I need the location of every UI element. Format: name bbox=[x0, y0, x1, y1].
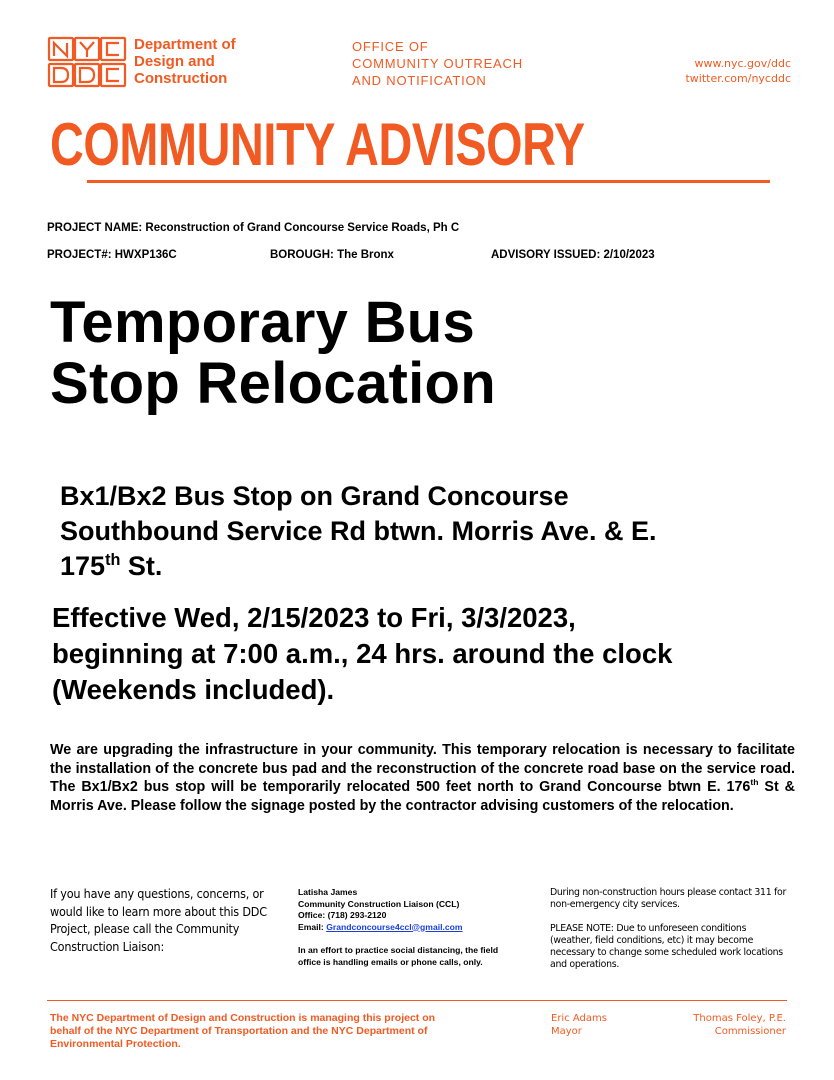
location-line bbox=[60, 549, 800, 584]
social-distancing-note: In an effort to practice social distancing, the field office is handling emails or phone calls, only. bbox=[298, 945, 499, 967]
non-construction-note: During non-construction hours please contact 311 for non-emergency city services. bbox=[550, 887, 787, 910]
mayor-title: Mayor bbox=[551, 1026, 582, 1037]
department-line: Design and bbox=[134, 53, 215, 70]
footer-divider bbox=[47, 1000, 787, 1001]
effective-line: Effective Wed, 2/15/2023 to Fri, 3/3/2023, bbox=[52, 602, 576, 633]
street-number: 175 bbox=[60, 551, 106, 581]
department-name bbox=[134, 36, 236, 87]
website-link[interactable]: www.nyc.gov/ddc bbox=[694, 57, 791, 70]
body-text: We are upgrading the infrastructure in your community. This temporary relocation is necessary to facilitate the installation of the concrete bus pad and the reconstruction of the concrete road base on the service road. The Bx1/Bx2 bus stop will be temporarily relocated 500 feet north to Grand Concourse btwn E. 176 bbox=[50, 742, 795, 795]
ordinal-suffix: th bbox=[750, 777, 759, 788]
mayor-signature bbox=[551, 1012, 607, 1038]
effective-line: beginning at 7:00 a.m., 24 hrs. around the clock bbox=[52, 638, 673, 669]
department-line: Construction bbox=[134, 70, 228, 87]
commissioner-signature bbox=[693, 1012, 786, 1038]
email-link[interactable]: Grandconcourse4ccl@gmail.com bbox=[326, 921, 463, 932]
liaison-role: Community Construction Liaison (CCL) bbox=[298, 898, 460, 909]
office-line: COMMUNITY OUTREACH bbox=[352, 56, 523, 71]
office-name bbox=[352, 38, 523, 89]
liaison-phone: Office: (718) 293-2120 bbox=[298, 910, 387, 920]
notes-column bbox=[550, 887, 790, 971]
project-name: PROJECT NAME: Reconstruction of Grand Concourse Service Roads, Ph C bbox=[47, 222, 460, 234]
street-suffix: St. bbox=[120, 551, 163, 581]
banner-underline bbox=[87, 180, 770, 183]
twitter-link[interactable]: twitter.com/nycddc bbox=[685, 72, 791, 85]
advisory-issued-date: ADVISORY ISSUED: 2/10/2023 bbox=[491, 249, 655, 261]
page-title bbox=[50, 292, 496, 414]
liaison-email-row bbox=[298, 922, 523, 934]
mayor-name: Eric Adams bbox=[551, 1013, 607, 1024]
project-borough: BOROUGH: The Bronx bbox=[270, 249, 394, 261]
questions-text: If you have any questions, concerns, or would like to learn more about this DDC Project, please call the Community Construction Liaison: bbox=[50, 886, 267, 954]
email-label: Email: bbox=[298, 921, 327, 932]
commissioner-title: Commissioner bbox=[714, 1026, 786, 1037]
location-line: Southbound Service Rd btwn. Morris Ave. & E. bbox=[60, 516, 657, 546]
advisory-banner: COMMUNITY ADVISORY bbox=[50, 111, 585, 178]
managing-statement: The NYC Department of Design and Construction is managing this project on behalf of the NYC Department of Transportation and the NYC Department of Environmental Protection. bbox=[50, 1012, 436, 1050]
title-line: Temporary Bus bbox=[50, 290, 476, 355]
effective-line: (Weekends included). bbox=[52, 674, 335, 705]
please-note: PLEASE NOTE: Due to unforeseen conditions (weather, field conditions, etc) it may become necessary to change some scheduled work locations and operations. bbox=[550, 923, 783, 970]
title-line: Stop Relocation bbox=[50, 351, 496, 416]
body-text: St & Morris Ave. Please follow the signage posted by the contractor advising customers of the relocation. bbox=[50, 779, 795, 814]
office-line: OFFICE OF bbox=[352, 39, 429, 54]
department-line: Department of bbox=[134, 36, 236, 53]
office-line: AND NOTIFICATION bbox=[352, 73, 487, 88]
bus-stop-location bbox=[60, 479, 800, 584]
liaison-contact bbox=[298, 887, 523, 968]
liaison-name: Latisha James bbox=[298, 887, 358, 897]
ordinal-suffix: th bbox=[105, 551, 121, 569]
header-links bbox=[685, 56, 791, 86]
project-number: PROJECT#: HWXP136C bbox=[47, 249, 177, 261]
nyc-ddc-logo bbox=[47, 36, 127, 88]
effective-dates bbox=[52, 600, 812, 708]
location-line: Bx1/Bx2 Bus Stop on Grand Concourse bbox=[60, 481, 569, 511]
advisory-body bbox=[50, 741, 795, 815]
commissioner-name: Thomas Foley, P.E. bbox=[693, 1013, 786, 1024]
